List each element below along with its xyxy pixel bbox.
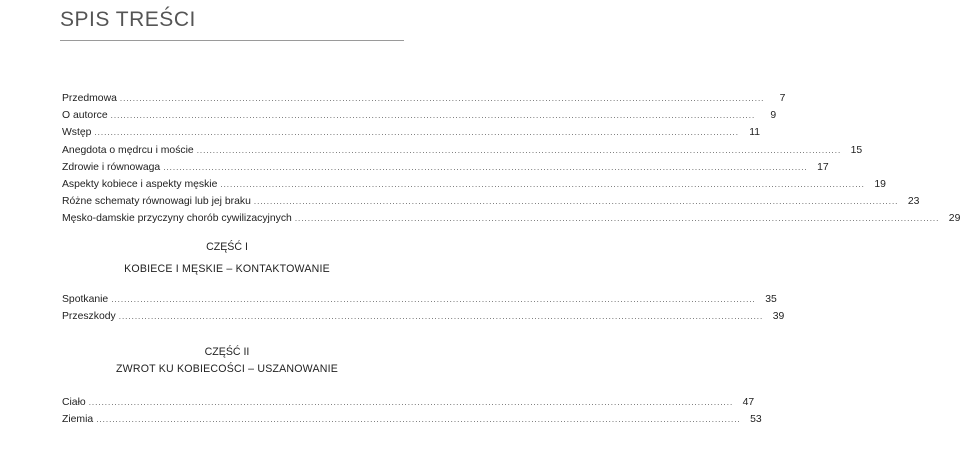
- part-2-number: CZĘŚĆ II: [204, 346, 250, 358]
- toc-entry-label: Aspekty kobiece i aspekty męskie: [62, 178, 218, 190]
- toc-entry-page: 53: [750, 414, 762, 426]
- toc-entry-label: Wstęp: [62, 127, 92, 139]
- toc-entry-page: 9: [770, 110, 777, 122]
- toc-leader-dots: ........................................................................................................................................................................................................: [163, 162, 808, 172]
- toc-entry-page: 17: [817, 161, 829, 173]
- toc-entry: [62, 193, 920, 210]
- toc-entry: [62, 107, 777, 124]
- toc-entry: [62, 90, 786, 107]
- toc-leader-dots: ........................................................................................................................................................................................................: [110, 111, 756, 121]
- toc-entry-page: 7: [779, 93, 786, 104]
- toc-entry-page: 19: [874, 178, 886, 190]
- toc-entry-label: Spotkanie: [62, 294, 109, 305]
- toc-entry-label: Różne schematy równowagi lub jej braku: [62, 196, 251, 208]
- toc-leader-dots: ........................................................................................................................................................................................................: [96, 415, 741, 425]
- toc-entry: [62, 308, 785, 325]
- toc-entry-label: Ziemia: [62, 414, 94, 426]
- toc-entry: [62, 159, 829, 176]
- toc-leader-dots: ........................................................................................................................................................................................................: [118, 312, 764, 322]
- toc-entry: [62, 291, 777, 308]
- toc-entry-page: 35: [765, 294, 777, 305]
- toc-entry: [62, 394, 755, 411]
- toc-leader-dots: ........................................................................................................................................................................................................: [94, 128, 739, 138]
- toc-entry-page: 15: [850, 144, 863, 156]
- toc-entry-label: Zdrowie i równowaga: [62, 161, 161, 173]
- toc-leader-dots: ........................................................................................................................................................................................................: [253, 197, 899, 207]
- toc-entry-label: Ciało: [62, 397, 86, 408]
- toc-entry-label: Męsko-damskie przyczyny chorób cywilizacyjnych: [62, 213, 292, 225]
- toc-entry: [62, 142, 863, 159]
- part-1-list: [62, 291, 785, 325]
- toc-entry-page: 23: [907, 196, 920, 208]
- toc-leader-dots: ........................................................................................................................................................................................................: [111, 295, 756, 304]
- heading-rule: [60, 40, 404, 41]
- toc-leader-dots: ........................................................................................................................................................................................................: [119, 94, 765, 103]
- toc-entry-label: Przeszkody: [62, 311, 116, 323]
- toc-entry-label: Anegdota o mędrcu i moście: [62, 144, 194, 156]
- part-2-title: ZWROT KU KOBIECOŚCI – USZANOWANIE: [115, 363, 339, 375]
- part-2-list: [62, 394, 762, 428]
- toc-entry-page: 39: [772, 311, 785, 323]
- toc-entry-page: 47: [742, 397, 755, 408]
- toc-entry: [62, 176, 886, 193]
- page-title: SPIS TREŚCI: [60, 8, 196, 31]
- toc-entry: [62, 124, 760, 141]
- toc-entry-label: O autorce: [62, 110, 108, 122]
- toc-leader-dots: ........................................................................................................................................................................................................: [220, 179, 865, 189]
- toc-entry-page: 29: [948, 213, 960, 225]
- part-1-number: CZĘŚĆ I: [206, 241, 248, 253]
- part-1-title: KOBIECE I MĘSKIE – KONTAKTOWANIE: [124, 263, 330, 275]
- toc-entry: [62, 210, 960, 227]
- toc-leader-dots: ........................................................................................................................................................................................................: [88, 398, 734, 407]
- toc-leader-dots: ........................................................................................................................................................................................................: [294, 214, 940, 224]
- toc-entry-label: Przedmowa: [62, 93, 117, 104]
- front-matter-list: [62, 90, 960, 228]
- toc-entry: [62, 411, 762, 428]
- toc-entry-page: 11: [749, 127, 760, 139]
- toc-leader-dots: ........................................................................................................................................................................................................: [196, 145, 842, 155]
